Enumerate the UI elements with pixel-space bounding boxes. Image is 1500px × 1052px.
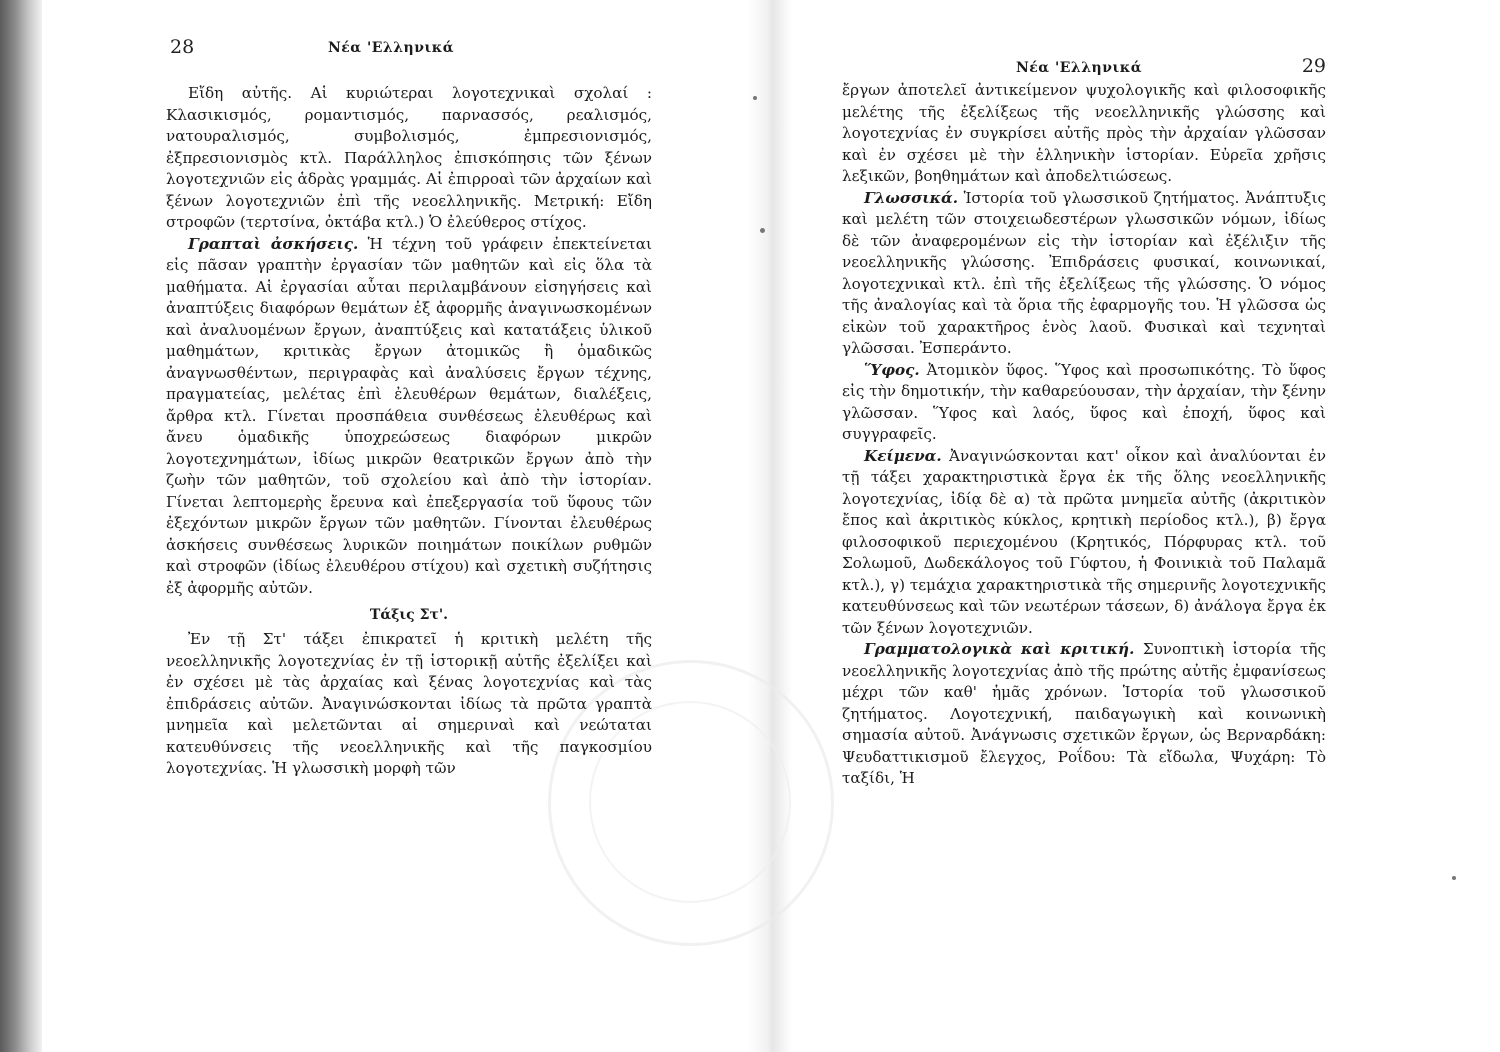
paragraph-keyword: Ὕφος. xyxy=(864,360,920,379)
paragraph-text: Ἱστορία τοῦ γλωσσικοῦ ζητήματος. Ἀνάπτυξις καὶ μελέτη τῶν στοιχειωδεστέρων γλωσσικῶν νόμων, ἰδίως δὲ τῶν ἀναφερομένων εἰς τὴν ἱστορίαν καὶ ἐξέλιξιν τῆς νεοελληνικῆς γλώσσης. Ἐπιδράσεις φυσικαί, κοινωνικαί, λογοτεχνικαὶ κτλ. ἐπὶ τῆς ἐξελίξεως τῆς γλώσσης. Ὁ νόμος τῆς ἀναλογίας καὶ τὰ ὅρια τῆς ἐφαρμογῆς του. Ἡ γλῶσσα ὡς εἰκὼν τοῦ χαρακτῆρος ἑνὸς λαοῦ. Φυσικαὶ καὶ τεχνηταὶ γλῶσσαι. Ἐσπεράντο. xyxy=(842,188,1326,357)
paragraph-text: Ἡ τέχνη τοῦ γράφειν ἐπεκτείνεται εἰς πᾶσαν γραπτὴν ἐργασίαν τῶν μαθητῶν καὶ εἰς ὅλα τὰ μαθήματα. Αἱ ἐργασίαι αὗται περιλαμβάνουν εἰσηγήσεις καὶ ἀναπτύξεις διαφόρων θεμάτων ἐξ ἀφορμῆς ἀναγινωσκομένων καὶ ἀναλυομένων ἔργων, ἀναπτύξεις καὶ κατατάξεις ὑλικοῦ μαθημάτων, κριτικὰς ἔργων ἀτομικῶς ἢ ὁμαδικῶς ἀναγνωσθέντων, περιγραφὰς καὶ ἀναλύσεις ἔργων τέχνης, πραγματείας, μελέτας ἐπὶ ἐλευθέρων θεμάτων, διαλέξεις, ἄρθρα κτλ. Γίνεται προσπάθεια συνθέσεως ἐλευθέρως καὶ ἄνευ ὁμαδικῆς ὑποχρεώσεως διαφόρων μικρῶν λογοτεχνημάτων, ἰδίως μικρῶν θεατρικῶν ἔργων ἀπὸ τὴν ζωὴν τῶν μαθητῶν, τοῦ σχολείου καὶ ἀπὸ τὴν ἱστορίαν. Γίνεται λεπτομερὴς ἔρευνα καὶ ἐπεξεργασία τοῦ ὕφους τῶν ἐξεχόντων μικρῶν ἔργων τῶν μαθητῶν. Γίνονται ἐλευθέρως ἀσκήσεις συνθέσεως λυρικῶν ποιημάτων ποικίλων ρυθμῶν καὶ στροφῶν (ἰδίως ἐλευθέρου στίχου) καὶ σχετικὴ συζήτησις ἐξ ἀφορμῆς αὐτῶν. xyxy=(166,234,652,597)
paragraph-text: Εἴδη αὐτῆς. Αἱ κυριώτεραι λογοτεχνικαὶ σχολαί : Κλασικισμός, ρομαντισμός, παρνασσός, ρεαλισμός, νατουραλισμός, συμβολισμός, ἐμπρεσιονισμός, ἐξπρεσιονισμὸς κτλ. Παράλληλος ἐπισκόπησις τῶν ξένων λογοτεχνιῶν εἰς ἁδρὰς γραμμάς. Αἱ ἐπιρροαὶ τῶν ἀρχαίων καὶ ξένων λογοτεχνιῶν ἐπὶ τῆς νεοελληνικῆς. Μετρική: Εἴδη στροφῶν (τερτσίνα, ὀκτάβα κτλ.) Ὁ ἐλεύθερος στίχος. xyxy=(166,84,652,231)
paragraph-keyword: Γραπταὶ ἀσκήσεις. xyxy=(188,234,359,253)
paragraph-keyword: Κείμενα. xyxy=(864,446,942,465)
book-binding-shadow xyxy=(0,0,42,1052)
right-running-head xyxy=(838,0,1328,77)
section-paragraph: Ἐν τῇ Στ' τάξει ἐπικρατεῖ ἡ κριτικὴ μελέτη τῆς νεοελληνικῆς λογοτεχνίας ἐν τῇ ἱστορικῇ αὐτῆς ἐξελίξει καὶ ἐν σχέσει μὲ τὰς ἀρχαίας καὶ ξένας λογοτεχνίας καὶ τὰς ἐπιδράσεις αὐτῶν. Ἀναγινώσκονται ἰδίως τὰ πρῶτα γραπτὰ μνημεῖα καὶ μελετῶνται αἱ σημεριναὶ καὶ νεώταται κατευθύνσεις τῆς νεοελληνικῆς καὶ τῆς παγκοσμίου λογοτεχνίας. Ἡ γλωσσικὴ μορφὴ τῶν xyxy=(166,630,652,777)
paragraph-text: ἔργων ἀποτελεῖ ἀντικείμενον ψυχολογικῆς καὶ φιλοσοφικῆς μελέτης τῆς ἐξελίξεως τῆς νεοελληνικῆς γλώσσης καὶ λογοτεχνίας ἐν συγκρίσει αὐτῆς πρὸς τὴν ἀρχαίαν γλῶσσαν καὶ ἐν σχέσει μὲ τὴν ἑλληνικὴν ἱστορίαν. Εὐρεῖα χρῆσις λεξικῶν, βοηθημάτων καὶ ἀποδελτιώσεως. xyxy=(842,81,1326,185)
left-page xyxy=(160,0,660,1052)
paragraph xyxy=(166,234,652,600)
paragraph-keyword: Γλωσσικά. xyxy=(864,188,958,207)
right-page xyxy=(838,0,1328,1052)
paragraph xyxy=(842,188,1326,360)
right-header-title: Νέα 'Ελληνικά xyxy=(1016,60,1142,76)
scan-speck xyxy=(760,228,765,233)
right-page-number: 29 xyxy=(1301,55,1326,77)
scan-speck xyxy=(1452,876,1456,880)
left-header-title: Νέα 'Ελληνικά xyxy=(328,40,454,56)
paragraph-text: Συνοπτικὴ ἱστορία τῆς νεοελληνικῆς λογοτεχνίας ἀπὸ τῆς πρώτης αὐτῆς ἐμφανίσεως μέχρι τῶν καθ' ἡμᾶς χρόνων. Ἱστορία τοῦ γλωσσικοῦ ζητήματος. Λογοτεχνική, παιδαγωγικὴ καὶ κοινωνικὴ σημασία αὐτοῦ. Ἀνάγνωσις σχετικῶν ἔργων, ὡς Βερναρδάκη: Ψευδαττικισμοῦ ἔλεγχος, Ροΐδου: Τὰ εἴδωλα, Ψυχάρη: Τὸ ταξίδι, Ἡ xyxy=(842,640,1326,787)
paragraph xyxy=(842,639,1326,790)
left-paragraphs xyxy=(166,83,652,599)
paragraph-text: Ἀτομικὸν ὕφος. Ὕφος καὶ προσωπικότης. Τὸ ὕφος εἰς τὴν δημοτικήν, τὴν καθαρεύουσαν, τὴν ἀρχαίαν, τὴν ξένην γλῶσσαν. Ὕφος καὶ λαός, ὕφος καὶ ἐποχή, ὕφος καὶ συγγραφεῖς. xyxy=(842,360,1326,443)
left-running-head xyxy=(160,0,660,58)
scan-speck xyxy=(753,96,757,100)
paragraph-keyword: Γραμματολογικὰ καὶ κριτική. xyxy=(864,640,1135,658)
paragraph xyxy=(842,80,1326,188)
paragraph-text: Ἀναγινώσκονται κατ' οἶκον καὶ ἀναλύονται ἐν τῇ τάξει χαρακτηριστικὰ ἔργα ἐκ τῆς ὅλης νεοελληνικῆς λογοτεχνίας, ἰδίᾳ δὲ α) τὰ πρῶτα μνημεῖα αὐτῆς (ἀκριτικὸν ἔπος καὶ ἀκριτικὸς κύκλος, κρητικὴ περίοδος κτλ.), β) ἔργα φιλοσοφικοῦ περιεχομένου (Κρητικός, Πόρφυρας κτλ. τοῦ Σολωμοῦ, Δωδεκάλογος τοῦ Γύφτου, ἡ Φοινικιὰ τοῦ Παλαμᾶ κτλ.), γ) τεμάχια χαρακτηριστικὰ τῆς σημερινῆς λογοτεχνικῆς κατευθύνσεως καὶ τῶν νεωτέρων τάσεων, δ) ἀνάλογα ἔργα ἐκ τῶν ξένων λογοτεχνιῶν. xyxy=(842,446,1326,637)
section-title: Τάξις Στ'. xyxy=(369,607,449,623)
right-paragraphs xyxy=(842,80,1326,790)
paragraph xyxy=(842,360,1326,446)
paragraph xyxy=(842,446,1326,640)
left-page-body xyxy=(166,83,652,780)
left-page-number: 28 xyxy=(170,36,195,58)
right-page-body xyxy=(842,80,1326,790)
paragraph xyxy=(166,83,652,234)
